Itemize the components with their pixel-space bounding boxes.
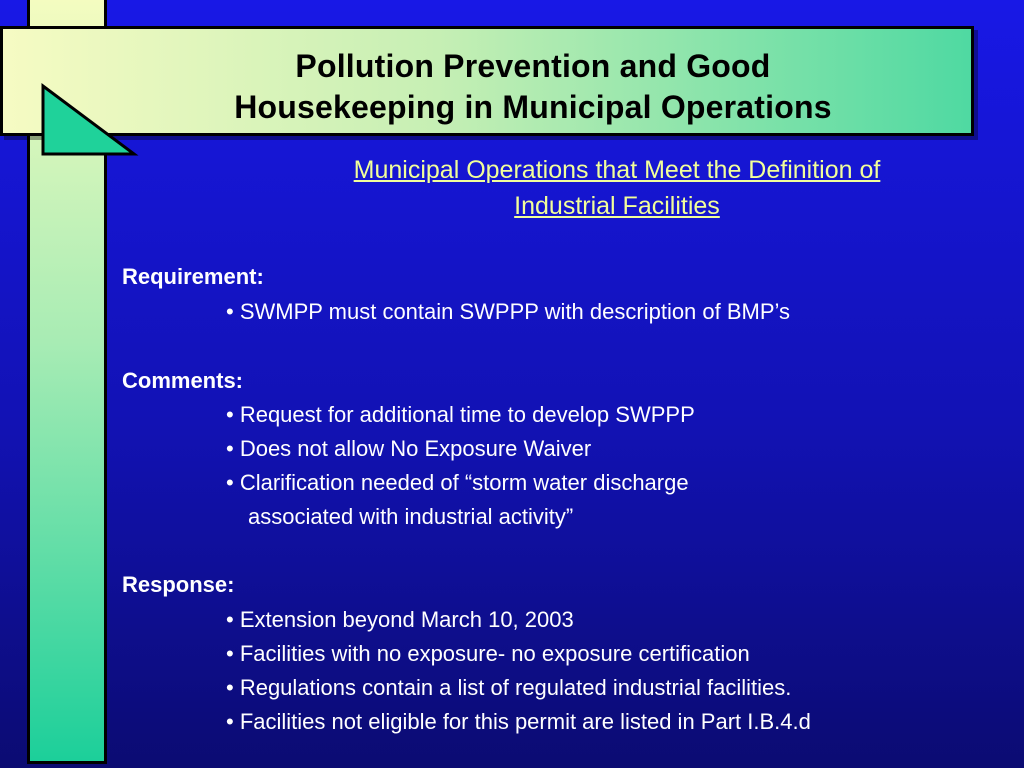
bullet-text: SWMPP must contain SWPPP with description of BMP’s — [239, 299, 791, 324]
requirement-heading: Requirement: — [122, 264, 264, 289]
bullet-glyph: • — [226, 641, 234, 666]
response-bullet-2 — [226, 641, 750, 667]
requirement-bullet-1 — [226, 299, 790, 325]
bullet-glyph: • — [226, 607, 234, 632]
response-bullet-4 — [226, 709, 811, 735]
bullet-text: Extension beyond March 10, 2003 — [239, 607, 574, 632]
comments-bullet-2 — [226, 436, 591, 462]
response-heading: Response: — [122, 572, 235, 597]
bullet-glyph: • — [226, 470, 234, 495]
response-bullet-1 — [226, 607, 574, 633]
comments-heading: Comments: — [122, 368, 244, 393]
response-bullet-3 — [226, 675, 791, 701]
comments-bullet-3-continuation: associated with industrial activity” — [248, 504, 574, 529]
bullet-glyph: • — [226, 299, 234, 324]
bullet-text: Does not allow No Exposure Waiver — [239, 436, 592, 461]
bullet-text: Regulations contain a list of regulated industrial facilities. — [239, 675, 792, 700]
bullet-glyph: • — [226, 402, 234, 427]
comments-bullet-3 — [226, 470, 689, 496]
slide-title: Pollution Prevention and Good Housekeeping in Municipal Operations — [234, 48, 832, 125]
title-banner — [0, 26, 974, 136]
bullet-text: Request for additional time to develop SWPPP — [239, 402, 695, 427]
bullet-text: Facilities not eligible for this permit are listed in Part I.B.4.d — [239, 709, 811, 734]
slide-subtitle: Municipal Operations that Meet the Definition of Industrial Facilities — [353, 156, 881, 220]
bullet-glyph: • — [226, 709, 234, 734]
bullet-glyph: • — [226, 675, 234, 700]
bullet-glyph: • — [226, 436, 234, 461]
bullet-text: Clarification needed of “storm water discharge — [239, 470, 689, 495]
triangle-accent-icon — [36, 82, 146, 162]
bullet-text: Facilities with no exposure- no exposure certification — [239, 641, 750, 666]
comments-bullet-1 — [226, 402, 695, 428]
